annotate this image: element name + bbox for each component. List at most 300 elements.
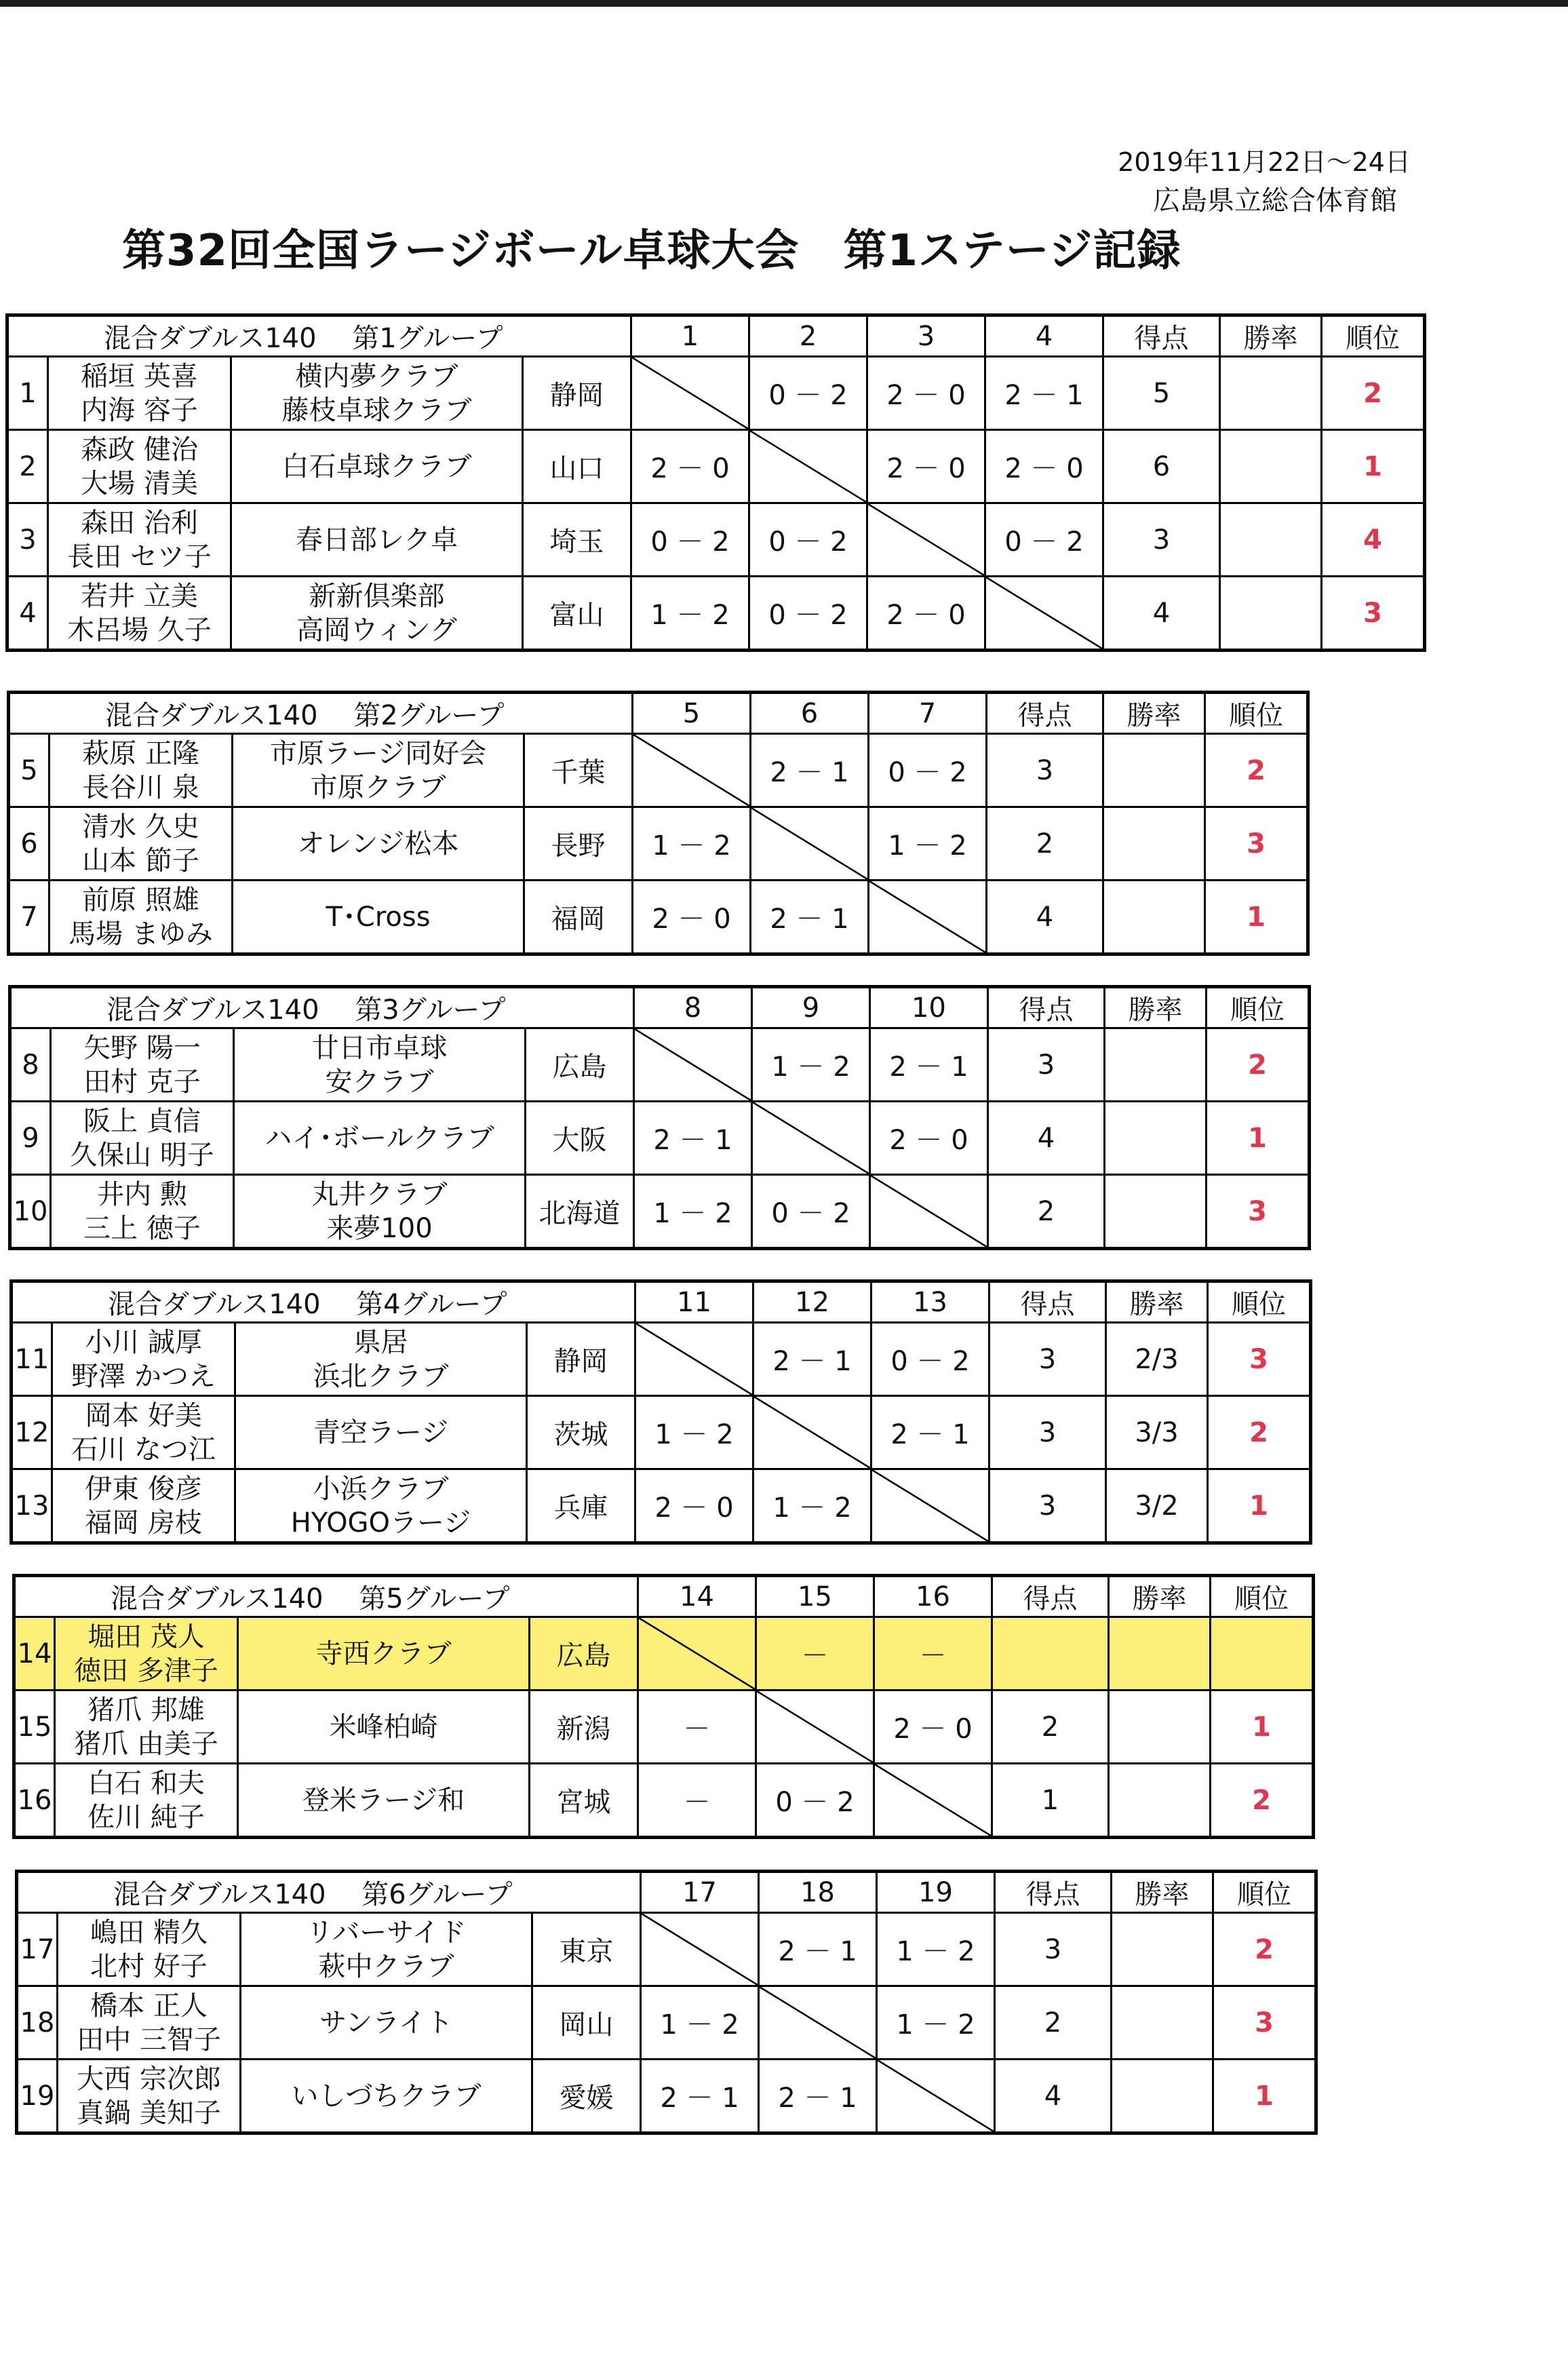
points-header: 得点 (992, 1576, 1109, 1617)
group-6-table (15, 1870, 1318, 2135)
player-names (55, 1617, 238, 1690)
match-score (874, 1617, 992, 1690)
player-1-name: 矢野 陽一 (83, 1032, 201, 1064)
score-value: 2 － 0 (886, 453, 966, 484)
winrate-value (1220, 357, 1322, 430)
player-row (9, 881, 1308, 954)
match-score (877, 1913, 995, 1986)
player-names (51, 1175, 234, 1249)
player-row (17, 1913, 1316, 1986)
match-score (752, 1175, 870, 1249)
score-value: 1 － 2 (771, 1051, 850, 1083)
opponent-column-header: 18 (759, 1872, 877, 1913)
group-table (9, 1279, 1312, 1545)
match-score (749, 577, 867, 651)
club-2-name: 市原クラブ (310, 771, 446, 803)
player-2-name: 石川 なつ江 (71, 1433, 216, 1465)
prefecture: 静岡 (527, 1323, 635, 1396)
entry-number: 16 (14, 1764, 55, 1838)
player-names (58, 2060, 241, 2133)
diagonal-line-icon (750, 431, 866, 502)
winrate-value (1220, 577, 1322, 651)
score-value: 2 － 0 (893, 1714, 973, 1745)
match-score (985, 357, 1103, 430)
rank-header: 順位 (1213, 1872, 1316, 1913)
rank-value: 3 (1213, 1986, 1316, 2060)
rank-value: 3 (1208, 1323, 1311, 1396)
prefecture: 愛媛 (532, 2060, 641, 2133)
group-3-table (8, 985, 1311, 1250)
opponent-column-header: 9 (752, 987, 870, 1028)
rank-value (1211, 1617, 1314, 1690)
club-names (238, 1764, 530, 1838)
player-2-name: 三上 徳子 (83, 1212, 201, 1244)
player-row (7, 430, 1425, 503)
match-score (752, 1028, 870, 1102)
player-row (7, 577, 1425, 651)
match-score (633, 807, 751, 881)
player-1-name: 橋本 正人 (90, 1990, 208, 2022)
winrate-value (1109, 1690, 1211, 1764)
club-1-name: オレンジ松本 (297, 828, 459, 859)
player-1-name: 萩原 正隆 (82, 737, 199, 769)
diagonal-line-icon (632, 357, 748, 429)
winrate-header: 勝率 (1109, 1576, 1211, 1617)
score-value: 2 － 1 (653, 1125, 732, 1156)
club-names (233, 734, 524, 807)
club-2-name: 来夢100 (326, 1212, 433, 1244)
player-row (17, 1986, 1316, 2060)
prefecture: 千葉 (524, 734, 633, 807)
club-names (235, 1396, 527, 1469)
match-score (641, 2060, 759, 2133)
rank-value: 1 (1322, 430, 1425, 503)
points-value: 3 (989, 1469, 1106, 1543)
club-1-name: 市原ラージ同好会 (269, 737, 487, 769)
player-row (9, 734, 1308, 807)
score-value: 2 － 0 (886, 600, 966, 631)
winrate-value (1220, 430, 1322, 503)
score-value: － (683, 1787, 711, 1818)
self-match-diagonal-cell (871, 1469, 989, 1543)
club-1-name: 新新倶楽部 (309, 580, 445, 612)
club-1-name: 寺西クラブ (315, 1638, 452, 1669)
match-score (867, 577, 985, 651)
prefecture: 広島 (526, 1028, 634, 1102)
score-value: 0 － 2 (650, 526, 730, 558)
score-value: 1 － 2 (653, 1198, 732, 1229)
group-table (8, 985, 1311, 1250)
player-row (14, 1690, 1314, 1764)
entry-number: 11 (12, 1323, 52, 1396)
player-row (12, 1396, 1311, 1469)
match-score (635, 1469, 753, 1543)
player-row (12, 1323, 1311, 1396)
club-2-name: HYOGOラージ (290, 1507, 471, 1539)
player-names (58, 1986, 241, 2060)
score-value: 1 － 2 (660, 2009, 739, 2041)
points-value: 3 (1103, 503, 1220, 577)
player-2-name: 長田 セツ子 (67, 541, 212, 573)
entry-number: 10 (10, 1175, 51, 1249)
match-score (869, 807, 987, 881)
diagonal-line-icon (871, 1176, 987, 1247)
player-2-name: 田村 克子 (83, 1066, 201, 1098)
winrate-value (1103, 807, 1205, 881)
score-value: 1 － 2 (896, 1936, 975, 1967)
player-1-name: 前原 照雄 (82, 884, 199, 916)
club-1-name: 丸井クラブ (311, 1178, 448, 1210)
points-header: 得点 (987, 693, 1103, 734)
diagonal-line-icon (642, 1914, 758, 1985)
player-names (48, 577, 231, 651)
self-match-diagonal-cell (638, 1617, 756, 1690)
match-score (749, 503, 867, 577)
prefecture: 長野 (524, 807, 633, 881)
winrate-value (1112, 1986, 1213, 2060)
diagonal-line-icon (868, 504, 984, 575)
page-title: 第32回全国ラージボール卓球大会 第1ステージ記録 (122, 226, 1181, 276)
opponent-column-header: 17 (641, 1872, 759, 1913)
player-1-name: 嶋田 精久 (90, 1916, 208, 1948)
opponent-column-header: 1 (631, 315, 749, 357)
match-score (870, 1102, 988, 1175)
club-1-name: サンライト (319, 2007, 453, 2038)
score-value: 1 － 2 (650, 600, 730, 631)
match-score (634, 1102, 752, 1175)
match-score (874, 1690, 992, 1764)
diagonal-line-icon (872, 1470, 988, 1541)
player-2-name: 長谷川 泉 (82, 771, 199, 803)
match-score (631, 430, 749, 503)
prefecture: 山口 (523, 430, 631, 503)
club-1-name: 白石卓球クラブ (281, 450, 472, 482)
player-names (51, 1102, 234, 1175)
club-2-name: 浜北クラブ (313, 1360, 449, 1392)
self-match-diagonal-cell (752, 1102, 870, 1175)
score-value: 2 － 1 (770, 904, 849, 935)
group-header-row (12, 1281, 1311, 1323)
points-value: 4 (995, 2060, 1112, 2133)
group-header-row (7, 315, 1425, 357)
rank-value: 1 (1205, 881, 1308, 954)
winrate-header: 勝率 (1105, 987, 1207, 1028)
match-score (869, 734, 987, 807)
group-2-table (7, 691, 1310, 956)
score-value: 2 － 1 (778, 1936, 857, 1967)
entry-number: 9 (10, 1102, 51, 1175)
group-title: 混合ダブルス140 第2グループ (9, 693, 633, 734)
self-match-diagonal-cell (641, 1913, 759, 1986)
self-match-diagonal-cell (635, 1323, 753, 1396)
club-1-name: 廿日市卓球 (311, 1032, 448, 1064)
self-match-diagonal-cell (874, 1764, 992, 1838)
club-names (235, 1323, 527, 1396)
rank-header: 順位 (1322, 315, 1425, 357)
points-value: 3 (989, 1323, 1106, 1396)
group-header-row (9, 693, 1308, 734)
self-match-diagonal-cell (867, 503, 985, 577)
match-score (751, 881, 869, 954)
player-row (10, 1175, 1310, 1249)
match-score (759, 1913, 877, 1986)
entry-number: 18 (17, 1986, 58, 2060)
points-value: 4 (988, 1102, 1105, 1175)
points-header: 得点 (1103, 315, 1220, 357)
winrate-value (1105, 1175, 1207, 1249)
group-header-row (17, 1872, 1316, 1913)
club-names (238, 1690, 530, 1764)
match-score (749, 357, 867, 430)
diagonal-line-icon (878, 2060, 994, 2131)
score-value: 1 － 2 (654, 1419, 734, 1450)
self-match-diagonal-cell (870, 1175, 988, 1249)
player-names (52, 1469, 235, 1543)
score-value: 0 － 2 (888, 757, 967, 788)
winrate-value (1103, 734, 1205, 807)
entry-number: 1 (7, 357, 48, 430)
player-row (7, 503, 1425, 577)
group-title: 混合ダブルス140 第4グループ (12, 1281, 635, 1323)
winrate-header: 勝率 (1106, 1281, 1208, 1323)
score-value: 1 － 2 (652, 830, 731, 862)
score-value: 2 － 1 (772, 1346, 852, 1377)
match-score (871, 1396, 989, 1469)
player-2-name: 猪爪 由美子 (74, 1728, 218, 1760)
player-2-name: 北村 好子 (90, 1950, 208, 1982)
player-names (48, 503, 231, 577)
rank-value: 2 (1205, 734, 1308, 807)
club-names (233, 807, 524, 881)
player-1-name: 井内 勲 (97, 1178, 187, 1210)
entry-number: 12 (12, 1396, 52, 1469)
rank-value: 3 (1205, 807, 1308, 881)
points-value: 2 (987, 807, 1103, 881)
player-names (58, 1913, 241, 1986)
prefecture: 広島 (530, 1617, 638, 1690)
player-1-name: 小川 誠厚 (85, 1326, 202, 1358)
diagonal-line-icon (753, 1102, 869, 1174)
rank-header: 順位 (1207, 987, 1310, 1028)
player-names (52, 1396, 235, 1469)
club-names (234, 1028, 526, 1102)
points-value (992, 1617, 1109, 1690)
player-names (52, 1323, 235, 1396)
player-1-name: 稲垣 英喜 (81, 360, 198, 392)
rank-value: 2 (1208, 1396, 1311, 1469)
opponent-column-header: 4 (985, 315, 1103, 357)
player-2-name: 内海 容子 (81, 394, 198, 426)
score-value: 1 － 2 (896, 2009, 975, 2041)
opponent-column-header: 12 (753, 1281, 871, 1323)
winrate-value (1109, 1764, 1211, 1838)
club-names (241, 1913, 532, 1986)
club-2-name: 安クラブ (325, 1066, 434, 1098)
rank-value: 2 (1213, 1913, 1316, 1986)
score-value: 2 － 0 (654, 1492, 734, 1524)
winrate-header: 勝率 (1220, 315, 1322, 357)
rank-value: 4 (1322, 503, 1425, 577)
player-2-name: 山本 節子 (82, 845, 199, 876)
match-score (633, 881, 751, 954)
player-row (7, 357, 1425, 430)
player-names (50, 807, 233, 881)
winrate-value (1109, 1617, 1211, 1690)
score-value: 2 － 1 (889, 1051, 968, 1083)
self-match-diagonal-cell (633, 734, 751, 807)
points-value: 3 (988, 1028, 1105, 1102)
prefecture: 兵庫 (527, 1469, 635, 1543)
event-venue: 広島県立総合体育館 (1153, 185, 1397, 216)
player-names (51, 1028, 234, 1102)
club-1-name: リバーサイド (306, 1916, 467, 1948)
entry-number: 7 (9, 881, 50, 954)
match-score (877, 1986, 995, 2060)
entry-number: 2 (7, 430, 48, 503)
prefecture: 東京 (532, 1913, 641, 1986)
club-names (235, 1469, 527, 1543)
prefecture: 福岡 (524, 881, 633, 954)
player-row (14, 1617, 1314, 1690)
prefecture: 埼玉 (523, 503, 631, 577)
diagonal-line-icon (757, 1691, 873, 1762)
prefecture: 大阪 (526, 1102, 634, 1175)
player-2-name: 馬場 まゆみ (68, 918, 213, 950)
prefecture: 北海道 (526, 1175, 634, 1249)
player-1-name: 白石 和夫 (87, 1767, 205, 1799)
player-2-name: 真鍋 美知子 (77, 2097, 221, 2129)
player-1-name: 岡本 好美 (85, 1399, 202, 1431)
match-score (756, 1764, 874, 1838)
player-1-name: 清水 久史 (82, 811, 199, 843)
points-value: 3 (995, 1913, 1112, 1986)
player-1-name: 伊東 俊彦 (85, 1473, 202, 1505)
player-2-name: 田中 三智子 (77, 2024, 221, 2055)
match-score (631, 503, 749, 577)
rank-header: 順位 (1208, 1281, 1311, 1323)
opponent-column-header: 8 (634, 987, 752, 1028)
rank-value: 1 (1213, 2060, 1316, 2133)
score-value: 0 － 2 (771, 1198, 850, 1229)
group-header-row (14, 1576, 1314, 1617)
self-match-diagonal-cell (753, 1396, 871, 1469)
player-2-name: 徳田 多津子 (74, 1655, 218, 1686)
entry-number: 6 (9, 807, 50, 881)
score-value: 2 － 1 (660, 2083, 739, 2114)
match-score (871, 1323, 989, 1396)
player-1-name: 猪爪 邦雄 (87, 1694, 205, 1726)
prefecture: 宮城 (530, 1764, 638, 1838)
score-value: － (683, 1714, 711, 1745)
group-1-table (5, 313, 1426, 652)
prefecture: 茨城 (527, 1396, 635, 1469)
player-2-name: 佐川 純子 (87, 1801, 205, 1833)
winrate-value: 2/3 (1106, 1323, 1208, 1396)
winrate-header: 勝率 (1112, 1872, 1213, 1913)
self-match-diagonal-cell (877, 2060, 995, 2133)
entry-number: 5 (9, 734, 50, 807)
points-value: 3 (989, 1396, 1106, 1469)
match-score (985, 430, 1103, 503)
diagonal-line-icon (635, 1029, 751, 1100)
club-names (234, 1175, 526, 1249)
club-1-name: T･Cross (326, 901, 431, 933)
club-1-name: ハイ･ボールクラブ (264, 1122, 494, 1154)
rank-value: 3 (1322, 577, 1425, 651)
score-value: 0 － 2 (890, 1346, 970, 1377)
match-score (751, 734, 869, 807)
opponent-column-header: 5 (633, 693, 751, 734)
rank-value: 2 (1322, 357, 1425, 430)
points-value: 5 (1103, 357, 1220, 430)
club-names (233, 881, 524, 954)
score-value: 2 － 0 (889, 1125, 968, 1156)
points-value: 2 (995, 1986, 1112, 2060)
prefecture: 新潟 (530, 1690, 638, 1764)
player-2-name: 久保山 明子 (70, 1139, 214, 1171)
winrate-header: 勝率 (1103, 693, 1205, 734)
group-header-row (10, 987, 1310, 1028)
player-1-name: 大西 宗次郎 (77, 2063, 221, 2095)
club-1-name: 登米ラージ和 (302, 1784, 465, 1816)
player-2-name: 福岡 房枝 (85, 1507, 202, 1539)
entry-number: 17 (17, 1913, 58, 1986)
rank-header: 順位 (1211, 1576, 1314, 1617)
diagonal-line-icon (869, 881, 985, 952)
opponent-column-header: 16 (874, 1576, 992, 1617)
points-header: 得点 (988, 987, 1105, 1028)
match-score (638, 1690, 756, 1764)
entry-number: 19 (17, 2060, 58, 2133)
match-score (759, 2060, 877, 2133)
entry-number: 14 (14, 1617, 55, 1690)
diagonal-line-icon (751, 808, 867, 879)
match-score (985, 503, 1103, 577)
club-names (234, 1102, 526, 1175)
entry-number: 8 (10, 1028, 51, 1102)
score-value: 2 － 0 (650, 453, 730, 484)
diagonal-line-icon (986, 577, 1102, 649)
rank-header: 順位 (1205, 693, 1308, 734)
club-2-name: 萩中クラブ (318, 1950, 454, 1982)
score-value: 2 － 0 (886, 380, 966, 411)
score-value: 0 － 2 (775, 1787, 855, 1818)
group-title: 混合ダブルス140 第1グループ (7, 315, 631, 357)
match-score (638, 1764, 756, 1838)
player-names (50, 881, 233, 954)
player-row (10, 1102, 1310, 1175)
club-1-name: 小浜クラブ (313, 1473, 449, 1505)
opponent-column-header: 6 (751, 693, 869, 734)
winrate-value (1105, 1028, 1207, 1102)
group-5-table (12, 1574, 1315, 1839)
points-value: 4 (1103, 577, 1220, 651)
points-value: 4 (987, 881, 1103, 954)
player-row (9, 807, 1308, 881)
winrate-value (1220, 503, 1322, 577)
winrate-value: 3/2 (1106, 1469, 1208, 1543)
match-score (634, 1175, 752, 1249)
diagonal-line-icon (760, 1987, 876, 2058)
rank-value: 3 (1207, 1175, 1310, 1249)
diagonal-line-icon (754, 1397, 870, 1468)
player-names (48, 357, 231, 430)
opponent-column-header: 3 (867, 315, 985, 357)
player-row (14, 1764, 1314, 1838)
match-score (756, 1617, 874, 1690)
diagonal-line-icon (633, 735, 749, 806)
score-value: 0 － 2 (1004, 526, 1084, 558)
